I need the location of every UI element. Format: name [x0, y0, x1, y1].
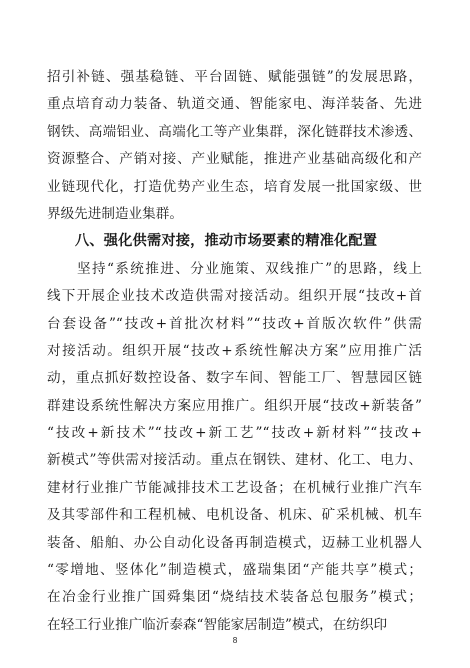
text-line: “零增地、竖体化”制造模式，盛瑞集团“产能共享”模式； [47, 562, 422, 579]
text-line: 在轻工行业推广临沂泰森“智能家居制造”模式，在纺织印 [47, 616, 388, 633]
text-line: 资源整合、产销对接、产业赋能，推进产业基础高级化和产 [47, 151, 422, 168]
paragraph-industry-clusters [47, 64, 422, 228]
text-line: 群建设系统性解决方案应用推广。组织开展“技改+新装备” [47, 397, 422, 414]
document-body [47, 64, 422, 639]
text-line: 界级先进制造业集群。 [47, 205, 183, 222]
text-line: 重点培育动力装备、轨道交通、智能家电、海洋装备、先进 [47, 96, 422, 113]
text-line: 在冶金行业推广国舜集团“烧结技术装备总包服务”模式； [47, 589, 422, 606]
text-line: 对接活动。组织开展“技改+系统性解决方案”应用推广活 [47, 342, 422, 359]
text-line: 台套设备”“技改+首批次材料”“技改+首版次软件”供需 [47, 315, 422, 332]
text-line: 业链现代化，打造优势产业生态，培育发展一批国家级、世 [47, 178, 422, 195]
section-heading: 八、强化供需对接，推动市场要素的精准化配置 [75, 233, 378, 250]
text-line: 线下开展企业技术改造供需对接活动。组织开展“技改+首 [47, 288, 422, 305]
text-line: 建材行业推广节能减排技术工艺设备；在机械行业推广汽车 [47, 479, 422, 496]
text-line: 钢铁、高端铝业、高端化工等产业集群，深化链群技术渗透、 [47, 123, 422, 140]
text-line: 坚持“系统推进、分业施策、双线推广”的思路，线上 [47, 260, 422, 277]
page-number: 8 [232, 636, 238, 645]
text-line: 动，重点抓好数控设备、数字车间、智能工厂、智慧园区链 [47, 370, 422, 387]
text-line: 及其零部件和工程机械、电机设备、机床、矿采机械、机车 [47, 507, 422, 524]
paragraph-supply-demand [47, 256, 422, 639]
text-line: “技改+新技术”“技改+新工艺”“技改+新材料”“技改+ [47, 425, 422, 442]
text-line: 新模式”等供需对接活动。重点在钢铁、建材、化工、电力、 [47, 452, 422, 469]
text-line: 装备、船舶、办公自动化设备再制造模式，迈赫工业机器人 [47, 534, 422, 551]
text-line: 招引补链、强基稳链、平台固链、赋能强链”的发展思路， [47, 69, 422, 85]
